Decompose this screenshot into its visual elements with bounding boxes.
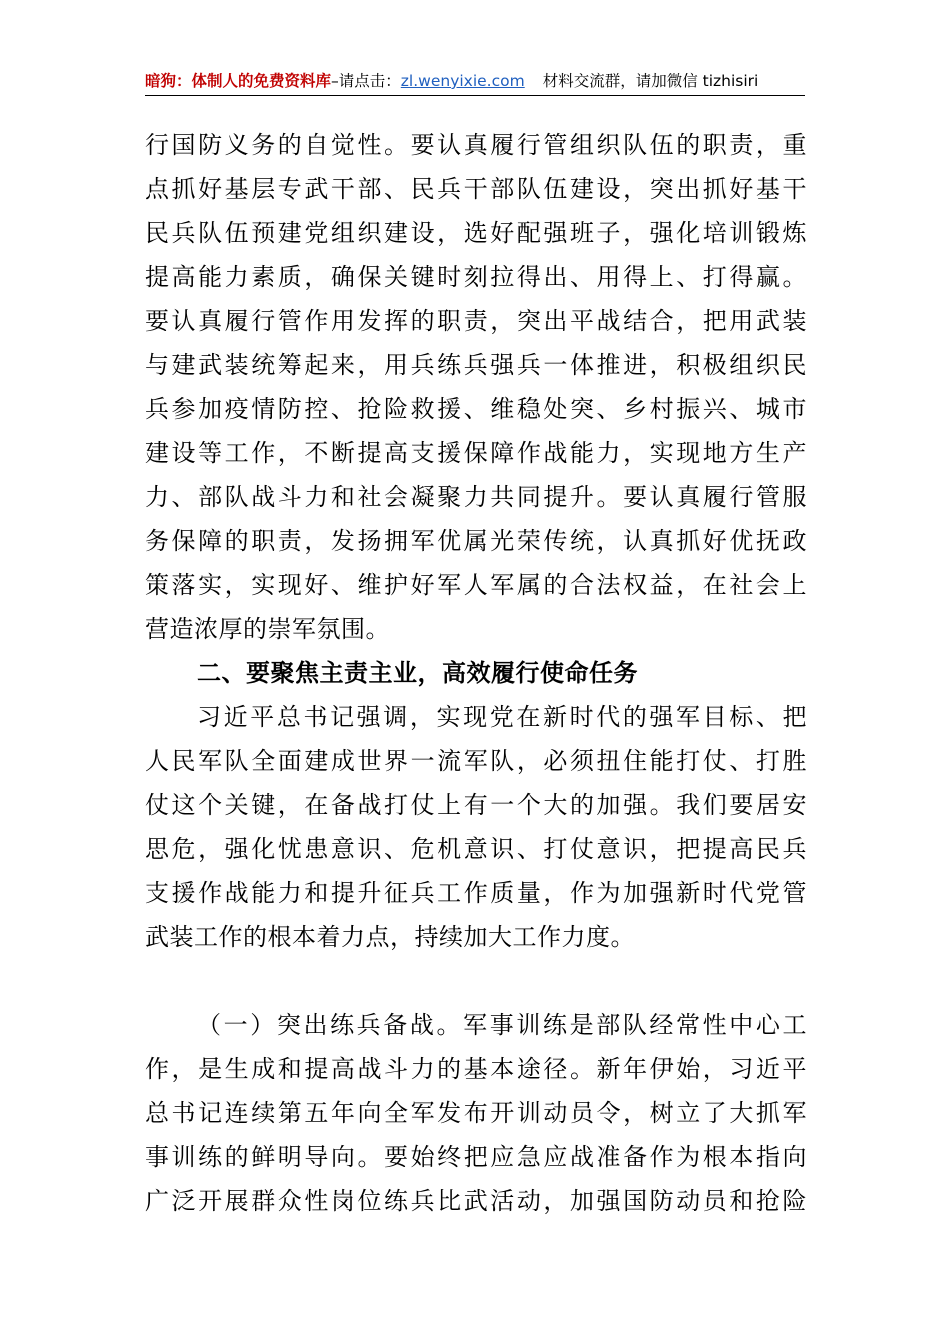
- header-click-prompt: –请点击：: [331, 72, 401, 90]
- body-line: 广泛开展群众性岗位练兵比武活动，加强国防动员和抢险: [145, 1187, 807, 1215]
- body-line: 建设等工作，不断提高支援保障作战能力，实现地方生产: [145, 439, 807, 467]
- header-site-name: 暗狗：体制人的免费资料库: [145, 72, 332, 90]
- body-line: 总书记连续第五年向全军发布开训动员令，树立了大抓军: [145, 1099, 807, 1127]
- body-line: 支援作战能力和提升征兵工作质量，作为加强新时代党管: [145, 879, 807, 907]
- body-line: 提高能力素质，确保关键时刻拉得出、用得上、打得赢。: [145, 263, 807, 291]
- section-heading: 二、要聚焦主责主业，高效履行使命任务: [197, 659, 638, 687]
- body-line: 武装工作的根本着力点，持续加大工作力度。: [145, 923, 635, 951]
- body-line: 作，是生成和提高战斗力的基本途径。新年伊始，习近平: [145, 1055, 807, 1083]
- page-header: [145, 70, 805, 92]
- header-divider: [145, 95, 805, 96]
- header-url-link[interactable]: zl.wenyixie.com: [400, 72, 525, 90]
- header-group-note: 材料交流群，请加微信 tizhisiri: [542, 72, 759, 90]
- body-line: 营造浓厚的崇军氛围。: [145, 615, 390, 643]
- body-line: 仗这个关键，在备战打仗上有一个大的加强。我们要居安: [145, 791, 807, 819]
- body-line: 习近平总书记强调，实现党在新时代的强军目标、把: [197, 703, 807, 731]
- body-line: 思危，强化忧患意识、危机意识、打仗意识，把提高民兵: [145, 835, 807, 863]
- body-line: 与建武装统筹起来，用兵练兵强兵一体推进，积极组织民: [145, 351, 807, 379]
- body-line: 事训练的鲜明导向。要始终把应急应战准备作为根本指向: [145, 1143, 807, 1171]
- body-line: 兵参加疫情防控、抢险救援、维稳处突、乡村振兴、城市: [145, 395, 807, 423]
- body-line: 策落实，实现好、维护好军人军属的合法权益，在社会上: [145, 571, 807, 599]
- body-line: 点抓好基层专武干部、民兵干部队伍建设，突出抓好基干: [145, 175, 807, 203]
- body-line: 民兵队伍预建党组织建设，选好配强班子，强化培训锻炼: [145, 219, 807, 247]
- body-line: 务保障的职责，发扬拥军优属光荣传统，认真抓好优抚政: [145, 527, 807, 555]
- body-line: 人民军队全面建成世界一流军队，必须扭住能打仗、打胜: [145, 747, 807, 775]
- body-line: （一）突出练兵备战。军事训练是部队经常性中心工: [197, 1011, 807, 1039]
- body-line: 行国防义务的自觉性。要认真履行管组织队伍的职责，重: [145, 131, 807, 159]
- body-line: 力、部队战斗力和社会凝聚力共同提升。要认真履行管服: [145, 483, 807, 511]
- body-line: 要认真履行管作用发挥的职责，突出平战结合，把用武装: [145, 307, 807, 335]
